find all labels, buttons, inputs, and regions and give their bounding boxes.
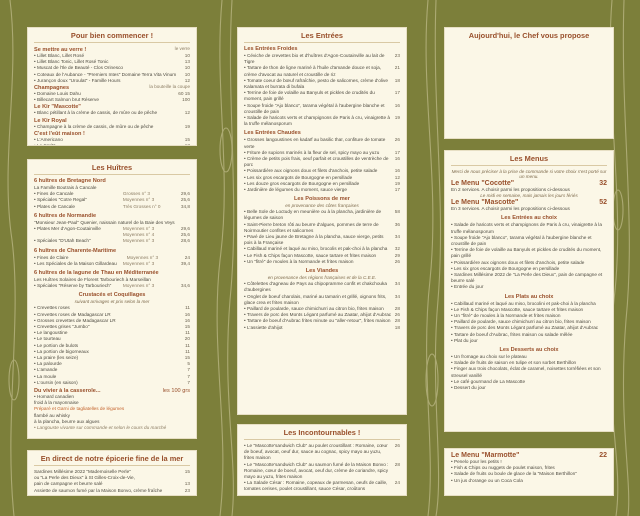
item-name: • Fish & Chips ou nuggets de poulet maison, frites <box>451 465 555 471</box>
item-name: • Dessert du jour <box>451 385 486 391</box>
poisson-item <box>244 222 400 234</box>
poissons-note: en provenance des côtes françaises <box>285 203 359 209</box>
item-name: • Crème de petits pois frais, oeuf parfait et croustilles de ventrèche de porc <box>244 156 389 168</box>
menu-desserts-title: Les Desserts au choix <box>499 347 559 354</box>
item-price: 32 <box>394 246 400 252</box>
item-price: 18 <box>394 77 400 83</box>
menu-dessert-item <box>451 366 607 378</box>
homard-item: Préparé et Garni de tagliatelles de légumes <box>34 406 125 412</box>
item-name: • Spéciales "D'Utah Beach" <box>34 238 91 244</box>
item-name: • Paillard de poularde, sauce chimichurri au citron bio, frites maison <box>244 305 384 311</box>
homard-item: froid à la mayonnaise <box>34 400 79 406</box>
item-price: 16 <box>394 168 400 174</box>
entree-froide-item <box>244 115 400 127</box>
item-name: • Blanc pétillant à la crème de cassis, de mûre ou de pêche <box>34 110 158 116</box>
poisson-item <box>244 259 400 265</box>
poisson-item <box>244 209 400 221</box>
item-name: • L'oursin (en saison) <box>34 379 78 385</box>
item-size: Moyennes n° 3 <box>122 197 155 203</box>
item-price: 28 <box>394 305 400 311</box>
item-name: Sardines Millésime 2022 "Mademoiselle Perle" <box>34 469 131 474</box>
section-header <box>34 130 190 137</box>
item-name: • Le Fish & Chips façon Mascotte, sauce tartare et frites maison <box>451 306 584 312</box>
item-price: 15 <box>184 324 190 330</box>
item-price: 15 <box>184 469 190 474</box>
item-price: 17 <box>394 187 400 193</box>
entree-froide-item <box>244 90 400 102</box>
entrees-froides-title: Les Entrées Froides <box>244 46 298 52</box>
menu-mascotte-price: 52 <box>599 199 607 207</box>
item-price: 28 <box>394 318 400 324</box>
item-size: Moyennes n° 3 <box>122 260 155 266</box>
item-name: • Sardines Millésime 2022 de "La Perle des Dieux", pain de campagne et beurre salé <box>451 272 603 284</box>
entree-chaude-item <box>244 187 400 193</box>
menu-item <box>34 97 190 103</box>
item-price: 25,6 <box>180 232 190 238</box>
poissons-title: Les Poissons de mer <box>294 196 350 203</box>
item-price: 24 <box>184 254 190 260</box>
item-name: • Grosses crevettes de Madagascar LR <box>34 317 116 323</box>
item-price: 5 <box>187 361 190 367</box>
section-title: 6 huîtres de Bretagne Nord <box>34 178 106 184</box>
menu-entree-item <box>451 235 607 247</box>
incontournable-item <box>244 480 400 492</box>
homard-list <box>34 394 190 431</box>
item-name: • Cabillaud mariné et laqué au miso, brocolis et pak-choi à la plancha <box>244 246 388 252</box>
incontournables-title: Les Incontournables ! <box>244 428 400 440</box>
item-price: 29,6 <box>180 191 190 197</box>
section-header <box>34 84 190 91</box>
item-price: 7 <box>187 379 190 385</box>
item-size: Moyennes n° 4 <box>122 232 155 238</box>
entrees-chaudes-title: Les Entrées Chaudes <box>244 130 301 137</box>
item-name: • Onglet de boeuf charolais, mariné au tamarin et grillé, oignons frits, glace crea et frites maison <box>244 293 387 305</box>
menu-entree-item <box>451 222 607 234</box>
menu-entrees-list <box>451 222 607 290</box>
item-name: • Tomate coeur de bœuf rafraîchie, pesto de salicornes, crème d'olive Kalamata et burrata di bufala <box>244 77 388 90</box>
epicerie-item <box>34 488 190 494</box>
item-price: 24 <box>394 480 400 486</box>
item-size: Moyennes n° 3 <box>122 238 155 244</box>
item-price: 26 <box>394 258 400 264</box>
incontournables-card <box>237 424 407 496</box>
item-price: 15 <box>184 136 190 142</box>
item-name: • Le "Mascotte'sandwich Club" au poulet croustillant : Romaine, cœur de boeuf, avocat, oeuf dur, sauce au cognac, spicy mayo au yuzu, frites maison <box>244 443 388 461</box>
item-name: "Monsieur Jean-Paul" Quenier, naissain naturel de la Baie des Veys <box>34 219 175 225</box>
item-name: • Lillet Blanc, Lillet Rosé <box>34 53 85 58</box>
item-name: • Penelo pour les petits ! <box>451 459 502 464</box>
item-name: Assiette de saumon fumé par la Maison Bonvo, crème fraîche <box>34 487 163 493</box>
item-name: • L'Americano <box>34 136 63 142</box>
item-name: • Soupe froide "Ajo blanco", tarama végétal à l'aubergine blanche et croustille de pain <box>451 234 592 247</box>
viande-item <box>244 281 400 293</box>
marmotte-list <box>451 459 607 484</box>
item-price: 11 <box>185 342 190 348</box>
item-price: 39,4 <box>180 260 190 266</box>
viandes-title: Les Viandes <box>305 268 339 275</box>
entrees-title: Les Entrées <box>244 31 400 43</box>
menu-plats-title: Les Plats au choix <box>504 293 554 300</box>
item-price: 28 <box>394 461 400 467</box>
entrees-froides-list <box>244 53 400 127</box>
item-name: • Paillard de poularde, sauce chimichurri au citron bio, frites maison <box>451 319 591 325</box>
epicerie-title: En direct de notre épicerie fine de la mer <box>34 454 190 466</box>
item-price: 10 <box>184 65 190 71</box>
section-header <box>34 117 190 124</box>
item-name: • La moule <box>34 373 57 379</box>
item-name: • Le café gourmand de La Mascotte <box>451 378 526 384</box>
item-price: 16 <box>394 102 400 108</box>
item-name: • Travers de porc des Monts Légant parfumé au Zaatar, ahijot d'Aubrac <box>451 325 599 331</box>
menus-note: Merci de nous préciser à la prise de commande si votre choix s'est porté sur un menu. <box>451 169 607 179</box>
section-title: Le Kir "Mascotte" <box>34 104 81 111</box>
item-name: • Le tourteau <box>34 336 61 342</box>
homard-item: à la plancha, beurre aux algues <box>34 418 100 424</box>
poisson-item <box>244 234 400 246</box>
item-name: • La praire (les seize) <box>34 355 79 361</box>
item-size: Grosses n° 3 <box>122 191 151 197</box>
item-name: • Jurançon doux "Uroulat" - Famille Hours <box>34 77 121 83</box>
menu-cocotte-name: Le Menu "Cocotte" <box>451 180 515 187</box>
item-name: • Spéciales "Réserve by Tarbouriech" <box>34 283 112 289</box>
menu-item <box>34 143 190 146</box>
menu-cocotte-price: 32 <box>599 180 607 187</box>
item-name: • Salade de fruits ou boule de glace de la "Maison Berthillon" <box>451 471 577 477</box>
item-price: 23 <box>394 53 400 58</box>
item-name: • Cabillaud mariné et laqué au miso, brocolini et pak-choi à la plancha <box>451 300 596 306</box>
item-name: • Les six gros escargots de Bourgogne en persillade <box>244 174 353 180</box>
item-price: 20 <box>184 336 190 342</box>
item-price: 11 <box>185 348 190 354</box>
menu-mascotte-header <box>451 199 607 206</box>
item-price: 29 <box>394 252 400 258</box>
section-title: C'est l'eût maison ! <box>34 130 85 137</box>
item-name: • La portion de bigorneaux <box>34 348 89 354</box>
item-price: 16 <box>184 317 190 323</box>
menu-plats-list <box>451 301 607 344</box>
aperitifs-card <box>27 27 197 146</box>
item-name: • Soupe froide "Ajo blanco", tarama végétal à l'aubergine blanche et croustille de pain <box>244 102 385 114</box>
menus-card <box>444 150 614 432</box>
item-name: • Terrine de foie de volaille au Banyuls et pickles de crudités du moment, pain grillé <box>451 247 602 259</box>
item-name: ou "La Perle des Dieux" à St Gilles-Croix-de-Vie, <box>34 475 135 481</box>
item-name: • Finger aux trois chocolats, éclat de caramel, noisettes torréfiées et son streusel vanillé <box>451 366 601 378</box>
item-price: 13 <box>184 143 190 146</box>
incontournable-item <box>244 462 400 481</box>
item-name: • Travers de porc des Monts Légant parfumé au Zaatar, ahijot d'Aubrac <box>244 312 392 318</box>
item-price: 26 <box>394 137 400 143</box>
item-name: • Crevettes grises "Jumbo" <box>34 324 90 330</box>
item-name: • Plates de Cancale <box>34 203 75 209</box>
menu-entrees-title: Les Entrées au choix <box>501 215 557 222</box>
item-name: • Le portion de bulots <box>34 342 79 348</box>
item-price: 18 <box>394 324 400 330</box>
item-name: • Les six gros escargots de Bourgogne en persillade <box>451 265 560 271</box>
section-unit: le verre <box>174 46 190 51</box>
entree-froide-item <box>244 78 400 90</box>
item-name: • Jardinière de légumes du moment, sauce vierge <box>244 187 347 193</box>
menu-item <box>34 283 190 289</box>
viande-item <box>244 325 400 331</box>
menu-item <box>34 238 190 244</box>
crustaces-note: suivant arrivages et prix selon la mer <box>74 299 150 305</box>
chef-title: Aujourd'hui, le Chef vous propose <box>468 31 590 40</box>
menu-item <box>34 110 190 116</box>
aperitifs-title: Pour bien commencer ! <box>34 31 190 43</box>
item-name: • Fines de Claire <box>34 254 69 260</box>
huitres-title: Les Huîtres <box>34 163 190 175</box>
item-price: 28,6 <box>180 238 190 244</box>
item-name: • Saint-Pierre breton rôti au beurre d'algues, pommes de terre de Noirmoutier confites et salicornes <box>244 221 379 233</box>
item-price: 11 <box>185 305 190 311</box>
entrees-card <box>237 27 407 415</box>
item-price: 100 <box>182 97 190 103</box>
item-price: 10 <box>184 53 190 58</box>
menu-cocotte-desc: En 2 services. A choisir parmi les propositions ci-dessous <box>451 187 570 192</box>
item-price: 19 <box>394 115 400 121</box>
entree-chaude-item <box>244 137 400 149</box>
section-header <box>34 46 190 53</box>
item-price: 26 <box>394 443 400 448</box>
item-price: 19 <box>184 123 190 129</box>
item-size: Moyennes n° 3 <box>122 226 155 232</box>
item-price: 11 <box>185 330 190 336</box>
section-title: Le Kir Royal <box>34 117 67 124</box>
homard-item: flambé au whisky <box>34 412 70 418</box>
item-price: 23 <box>184 487 190 493</box>
item-name: pain de campagne et beurre salé <box>34 481 103 487</box>
item-name: • Crevettes roses <box>34 305 70 311</box>
item-name: • Un fromage au choix sur le plateau <box>451 354 527 360</box>
item-name: • Céviche de crevettes bio et d'huîtres d'Agon-Coutainville au lait de Tigre <box>244 53 385 65</box>
item-name: • Domaine Louis Dahu <box>34 91 81 97</box>
section-unit: la bouteille la coupe <box>149 84 190 90</box>
entree-froide-item <box>244 53 400 65</box>
item-name: • La palourde <box>34 361 62 367</box>
item-name: • Muscat de l'Ile de Beauté - Clos Orinesco <box>34 65 124 71</box>
item-price: 26 <box>394 312 400 318</box>
item-name: • Plat du jour <box>451 337 478 343</box>
chef-card <box>444 27 614 139</box>
item-price: 16 <box>184 311 190 317</box>
item-name: • Salade de haricots verts et champignons de Paris à cru, vinaigrette à la truffe mélanosporum <box>451 222 602 234</box>
marmotte-price: 22 <box>599 452 607 459</box>
item-name: • Poissardière aux oignons doux et filets d'anchois, petite salade <box>244 168 378 174</box>
item-price: 34 <box>394 281 400 287</box>
item-name: • Grosses langoustines en kadaïf au basilic thaï, confiture de tomate verte <box>244 137 386 149</box>
item-name: • Le Spritz <box>34 143 56 146</box>
item-name: • Fines de Cancale <box>34 191 74 197</box>
item-name: • Billecart Salmon brut Réserve <box>34 97 99 103</box>
item-name: • Spéciales "Cotre Regal" <box>34 197 87 203</box>
item-size: Moyennes n° 3 <box>126 254 159 260</box>
item-name: • Crevettes roses de Madagascar LR <box>34 311 111 317</box>
viandes-list <box>244 281 400 331</box>
menu-item <box>34 124 190 130</box>
item-price: 13 <box>184 481 190 487</box>
item-price: 36 <box>394 221 400 227</box>
item-name: • La Salade César : Romaine, copeaux de parmesan, oeufs de caille, tomates cerises, poulet croustillant, sauce César, croûtons <box>244 480 388 492</box>
item-price: 34,6 <box>180 283 190 289</box>
item-name: Les Huîtres Solaires de Florent Tarbouriech à Marseillan <box>34 277 151 283</box>
item-price: 7 <box>187 367 190 373</box>
item-price: 12 <box>394 174 400 180</box>
menu-entree-item <box>451 272 607 284</box>
menu-item <box>34 261 190 267</box>
viandes-note: en provenance des régions françaises et de la C.E.E. <box>267 275 377 281</box>
menu-desserts-list <box>451 354 607 391</box>
menu-dessert-item <box>451 385 607 391</box>
crustaces-list <box>34 305 190 386</box>
viande-item <box>244 294 400 306</box>
item-price: 10 <box>184 71 190 77</box>
menu-plat-item <box>451 338 607 344</box>
item-name: • Pavé de Lieu jaune de Bretagne à la plancha, sauce vierge, petits pois à la Française <box>244 234 384 246</box>
epicerie-list <box>34 469 190 494</box>
item-price: 21 <box>394 65 400 71</box>
item-name: • Champagne à la crème de cassis, de mûre ou de pêche <box>34 123 154 129</box>
item-name: La Famille Boutrais à Cancale <box>34 185 97 190</box>
menu-mascotte-name: Le Menu "Mascotte" <box>451 199 519 207</box>
item-price: 12 <box>184 110 190 116</box>
menus-title: Les Menus <box>451 154 607 166</box>
item-name: • Un jus d'orange ou un Coca Cola <box>451 477 523 483</box>
marmotte-title: Le Menu "Marmotte" <box>451 452 520 459</box>
item-name: • Un "fitré" de moules à la Normande et frites maison <box>451 313 561 319</box>
item-name: • Côtelettes d'agneau de Pays au chipopramme confit et chakchouka d'aubergines <box>244 281 387 293</box>
item-name: • Plates Mer d'Agon-Coutainville <box>34 226 101 232</box>
menu-entree-item <box>451 284 607 290</box>
item-price: 12 <box>184 77 190 83</box>
poissons-list <box>244 209 400 265</box>
menu-cocotte-header <box>451 180 607 187</box>
item-name: • Salade de fruits de saison en tulipe et son sorbet Berthillon <box>451 360 577 366</box>
aperitifs-list <box>34 46 190 146</box>
menu-mascotte-desc: En 3 services. A choisir parmi les propositions ci-dessous <box>451 206 570 212</box>
section-title: 6 huîtres de Charente-Maritime <box>34 247 117 254</box>
item-price: 16 <box>394 156 400 162</box>
item-name: • L'amande <box>34 367 58 373</box>
section-title: Champagnes <box>34 85 70 92</box>
item-name: • Le langoustine <box>34 330 68 336</box>
item-price: 29,6 <box>180 226 190 232</box>
item-name: • Terrine de foie de volaille au Banyuls et pickles de crudités du moment, pain grillé <box>244 90 375 102</box>
item-price: 58 <box>394 209 400 215</box>
item-size: Moyennes n° 3 <box>122 283 155 289</box>
section-title: 6 huîtres de Normandie <box>34 212 97 219</box>
item-name: • Coteaux de l'Aubance - "Premiers Intes" Domaine Terra Vita Vinum <box>34 71 177 77</box>
epicerie-card <box>27 450 197 496</box>
huitres-card <box>27 159 197 439</box>
item-price: 17 <box>394 90 400 96</box>
item-price: 13 <box>184 59 190 65</box>
section-title: 6 huîtres de la lagune de Thau en Méditerranée <box>34 270 159 277</box>
entree-froide-item <box>244 103 400 115</box>
item-name: • Salade de haricots verts et champignons de Paris à cru, vinaigrette à la truffe mélanosporum <box>244 115 390 127</box>
item-price: 34 <box>394 293 400 299</box>
marmotte-card <box>444 448 614 496</box>
item-name: • Entrée du jour <box>451 284 484 290</box>
item-price: 15 <box>184 355 190 361</box>
item-price: 60 15 <box>178 91 190 97</box>
item-name: • Le Fish & Chips façon Mascotte, sauce tartare et frites maison <box>244 252 377 258</box>
item-size: Très Grosses n° 0 <box>122 203 161 209</box>
entree-froide-item <box>244 65 400 77</box>
incontournables-list <box>244 443 400 493</box>
homard-item: • Langouste vivante sur commande et selon le cours du marché <box>34 425 167 431</box>
item-price: 19 <box>394 180 400 186</box>
item-price: 34 <box>394 234 400 240</box>
item-name: • Friture de supions marinés à la fleur de sel, spicy mayo au yuzu <box>244 149 380 155</box>
item-price: 17 <box>394 149 400 155</box>
item-name: • Les douze gros escargots de Bourgogne en persillade <box>244 180 360 186</box>
item-name: • Lillet Blanc Tonic, Lillet Rosé Tonic <box>34 59 109 65</box>
marmotte-header <box>451 452 607 459</box>
huitres-list <box>34 178 190 289</box>
item-name: • Un "fitré" de moules à la Normande et frites maison <box>244 258 354 264</box>
item-name: • Tartare de boeuf d'Aubrac frites minute ou "aller-retour", frites maison <box>244 318 391 324</box>
item-price: 34,8 <box>180 203 190 209</box>
item-name: • L'assiette d'ahijot <box>244 324 283 330</box>
entrees-chaudes-list <box>244 137 400 193</box>
crustaces-title: Crustacés et Coquillages <box>78 292 146 299</box>
homard-item: • Homard canadien <box>34 394 74 400</box>
item-name: • Les Spéciales de la Maison Gillardeau <box>34 260 117 266</box>
homard-title: Du vivier à la casserole... <box>34 388 101 395</box>
section-header <box>34 103 190 110</box>
item-name: • Tartare de boeuf d'Aubrac, frites maison ou salade mêlée <box>451 331 573 337</box>
entree-chaude-item <box>244 156 400 168</box>
marmotte-item <box>451 478 607 484</box>
item-price: 7 <box>187 373 190 379</box>
section-title: Se mettre au verre ! <box>34 47 87 53</box>
menu-cocotte-sub: Le midi en semaine, mais jamais les jours fériés <box>480 193 578 199</box>
item-name: • Le "Mascotte'sandwich Club" au saumon fumé de la Maison Bonvo : Romaine, cœur de boeuf, avocat, oeuf dur, crème de coriandre, spicy mayo au yuzu, frites maison <box>244 461 389 480</box>
incontournable-item <box>244 443 400 462</box>
homard-unit: les 100 grs <box>162 388 190 395</box>
crustace-item <box>34 380 190 386</box>
item-name: • Tartare de thon de ligne mariné à l'huile d'amande douce et soja, crème d'avocat au naturel et croustille de riz <box>244 65 382 77</box>
item-price: 25,6 <box>180 197 190 203</box>
item-name: • Belle Sole de Loctudy en meunière ou à la plancha, jardinière de légumes de saison <box>244 209 382 221</box>
menu-item <box>34 204 190 210</box>
menu-entree-item <box>451 247 607 259</box>
item-name: • Poissardière aux oignons doux et filets d'anchois, petite salade <box>451 259 585 265</box>
